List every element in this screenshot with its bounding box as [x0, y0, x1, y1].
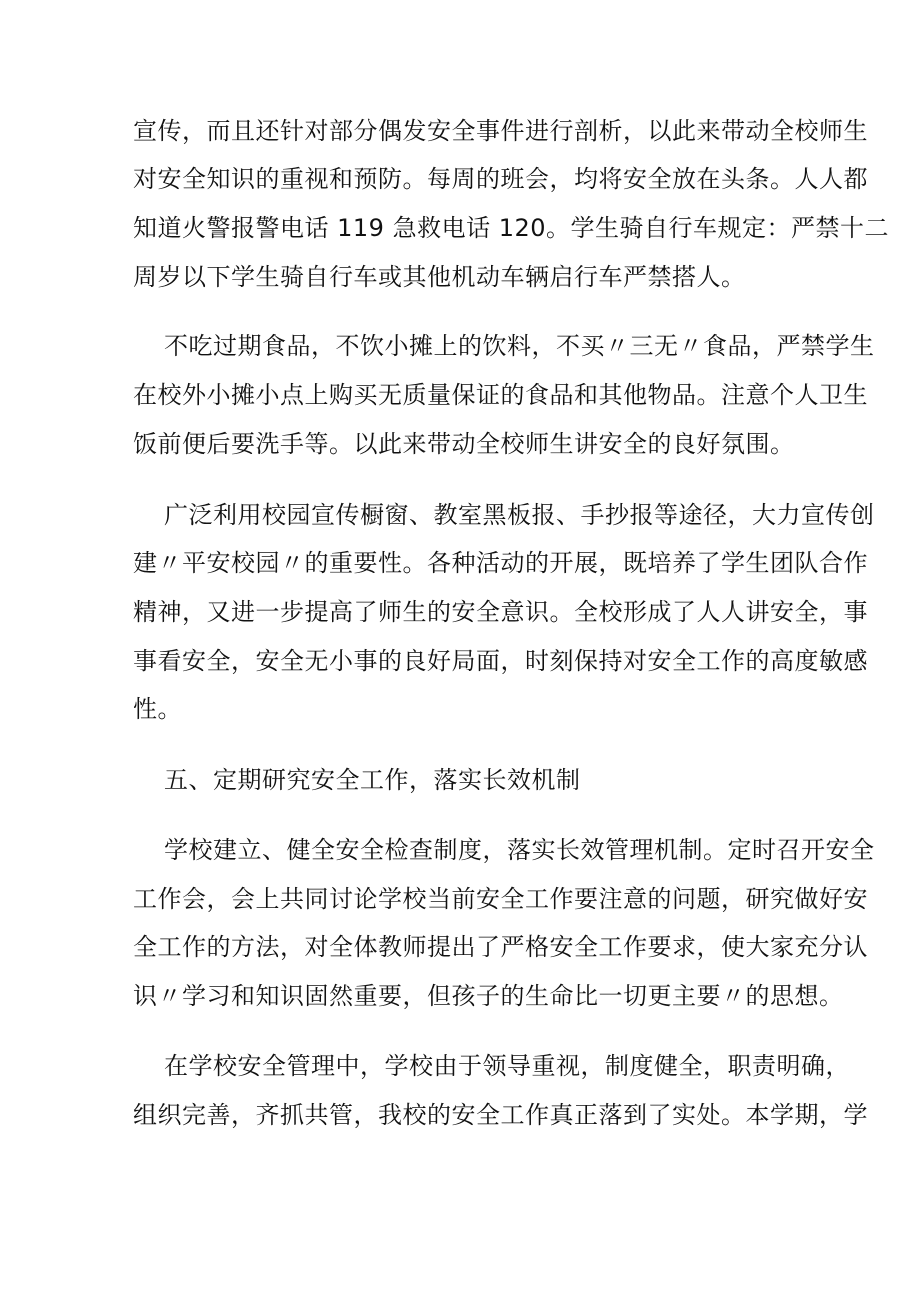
text-line: 广泛利用校园宣传橱窗、教室黑板报、手抄报等途径，大力宣传创	[164, 501, 875, 529]
text-line: 学校建立、健全安全检查制度，落实长效管理机制。定时召开安全	[164, 836, 875, 864]
text-line: 饭前便后要洗手等。以此来带动全校师生讲安全的良好氛围。	[133, 430, 795, 458]
text-line: 建〃平安校园〃的重要性。各种活动的开展，既培养了学生团队合作	[133, 549, 868, 577]
text-line: 知道火警报警电话 119 急救电话 120。学生骑自行车规定：严禁十二	[133, 214, 890, 242]
text-line: 识〃学习和知识固然重要，但孩子的生命比一切更主要〃的思想。	[133, 982, 844, 1010]
text-line: 不吃过期食品，不饮小摊上的饮料，不买〃三无〃食品，严禁学生	[164, 332, 875, 360]
text-line: 精神，又进一步提高了师生的安全意识。全校形成了人人讲安全，事	[133, 598, 868, 626]
text-line: 周岁以下学生骑自行车或其他机动车辆启行车严禁搭人。	[133, 263, 746, 291]
text-line: 在校外小摊小点上购买无质量保证的食品和其他物品。注意个人卫生	[133, 381, 868, 409]
text-line: 性。	[133, 695, 182, 723]
section-heading: 五、定期研究安全工作，落实长效机制	[164, 766, 581, 794]
text-line: 事看安全，安全无小事的良好局面，时刻保持对安全工作的高度敏感	[133, 647, 868, 675]
text-line: 在学校安全管理中，学校由于领导重视，制度健全，职责明确，	[164, 1052, 850, 1080]
text-line: 工作会，会上共同讨论学校当前安全工作要注意的问题，研究做好安	[133, 885, 868, 913]
text-line: 对安全知识的重视和预防。每周的班会，均将安全放在头条。人人都	[133, 165, 868, 193]
text-line: 组织完善，齐抓共管，我校的安全工作真正落到了实处。本学期，学	[133, 1101, 868, 1129]
text-line: 全工作的方法，对全体教师提出了严格安全工作要求，使大家充分认	[133, 933, 868, 961]
text-line: 宣传，而且还针对部分偶发安全事件进行剖析，以此来带动全校师生	[133, 117, 868, 145]
